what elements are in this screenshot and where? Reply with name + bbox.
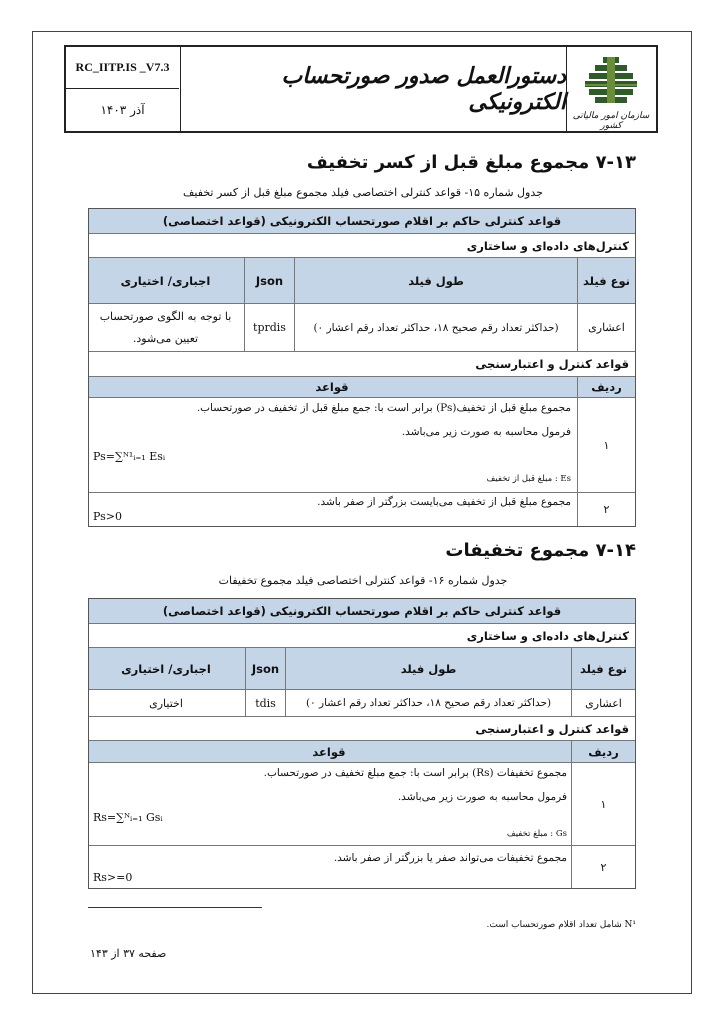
- table-caption-2: جدول شماره ۱۶- قواعد کنترلی اختصاصی فیلد مجموع تخفیفات: [218, 574, 508, 587]
- org-logo-box: [566, 47, 656, 131]
- table-title-row: [89, 599, 635, 624]
- document-header: [64, 45, 658, 133]
- rule-text: فرمول محاسبه به صورت زیر می‌باشد.: [397, 791, 567, 803]
- org-logo-icon: [581, 55, 641, 115]
- field-header-row: [89, 258, 635, 304]
- rule-note: Es : مبلغ قبل از تخفیف: [486, 474, 571, 484]
- rule-text: مجموع تخفیفات (Rs) برابر است با: جمع مبلغ تخفیف در صورتحساب.: [263, 767, 567, 779]
- rule-body: [87, 763, 571, 845]
- field-value-row: [89, 304, 635, 352]
- field-value-row: [89, 690, 635, 717]
- rule-text: مجموع مبلغ قبل از تخفیف(Ps) برابر است با: جمع مبلغ قبل از تخفیف در صورتحساب.: [196, 402, 571, 414]
- rules-title: قواعد کنترل و اعتبارسنجی: [475, 721, 629, 736]
- header-row-no: ردیف: [577, 377, 635, 397]
- rule-row-1: [89, 398, 635, 493]
- field-header-row: [89, 648, 635, 690]
- header-mandatory: اجباری/ اختیاری: [120, 273, 211, 288]
- table-caption-1: جدول شماره ۱۵- قواعد کنترلی اختصاصی فیلد مجموع مبلغ قبل از کسر تخفیف: [183, 186, 543, 199]
- rule-formula: Ps=∑ᴺ¹ᵢ₌₁ Esᵢ: [93, 450, 166, 463]
- table-title: قواعد کنترلی حاکم بر اقلام صورتحساب الکترونیکی (قواعد اختصاصی): [162, 214, 562, 228]
- data-controls-row: [89, 234, 635, 258]
- value-field-type: اعشاری: [571, 690, 635, 716]
- section-title-1: ۷-۱۳ مجموع مبلغ قبل از کسر تخفیف: [306, 152, 636, 173]
- rule-body: [87, 493, 577, 526]
- footnote: N¹ شامل تعداد اقلام صورتحساب است.: [486, 920, 636, 930]
- rules-title-row: [89, 352, 635, 377]
- rule-row-2: [89, 493, 635, 526]
- rule-number: ۱: [577, 398, 635, 492]
- rules-header-row: [89, 741, 635, 763]
- rule-text: مجموع تخفیفات می‌تواند صفر یا بزرگتر از صفر باشد.: [333, 852, 567, 864]
- data-controls-row: [89, 624, 635, 648]
- rule-row-1: [89, 763, 635, 846]
- rules-table-2: [88, 598, 636, 889]
- doc-date: آذر ۱۴۰۳: [100, 103, 145, 117]
- header-json: Json: [245, 648, 285, 689]
- rule-formula: Rs>=0: [93, 871, 133, 884]
- rule-body: [87, 846, 571, 888]
- table-title-row: [89, 209, 635, 234]
- data-controls-title: کنترل‌های داده‌ای و ساختاری: [466, 238, 629, 253]
- rule-formula: Ps>0: [93, 510, 122, 523]
- rule-row-2: [89, 846, 635, 888]
- section-title-2: ۷-۱۴ مجموع تخفیفات: [445, 540, 636, 561]
- table-title: قواعد کنترلی حاکم بر اقلام صورتحساب الکترونیکی (قواعد اختصاصی): [162, 604, 562, 618]
- header-field-length: طول فیلد: [285, 648, 571, 689]
- value-json: tdis: [245, 690, 285, 716]
- value-mandatory: اختیاری: [149, 696, 183, 710]
- rules-header-row: [89, 377, 635, 398]
- value-mandatory: با توجه به الگوی صورتحساب تعیین می‌شود.: [99, 309, 232, 345]
- header-json: Json: [244, 258, 294, 303]
- rule-note: Gs : مبلغ تخفیف: [506, 829, 567, 839]
- header-rules: قواعد: [312, 744, 346, 759]
- rules-table-1: [88, 208, 636, 527]
- header-field-length: طول فیلد: [294, 258, 577, 303]
- rules-title: قواعد کنترل و اعتبارسنجی: [475, 357, 629, 371]
- header-field-type: نوع فیلد: [577, 258, 635, 303]
- rule-text: مجموع مبلغ قبل از تخفیف می‌بایست بزرگتر از صفر باشد.: [317, 496, 571, 508]
- rule-text: فرمول محاسبه به صورت زیر می‌باشد.: [401, 426, 571, 438]
- rule-number: ۱: [571, 763, 635, 845]
- rules-title-row: [89, 717, 635, 741]
- data-controls-title: کنترل‌های داده‌ای و ساختاری: [466, 628, 629, 643]
- value-field-type: اعشاری: [577, 304, 635, 351]
- header-field-type: نوع فیلد: [571, 648, 635, 689]
- page-number: صفحه ۳۷ از ۱۴۳: [90, 947, 167, 960]
- value-field-length: (حداکثر تعداد رقم صحیح ۱۸، حداکثر تعداد رقم اعشار ۰): [294, 304, 577, 351]
- value-field-length: (حداکثر تعداد رقم صحیح ۱۸، حداکثر تعداد رقم اعشار ۰): [285, 690, 571, 716]
- org-name: سازمان امور مالیاتی کشور: [572, 111, 650, 131]
- rule-formula: Rs=∑ᴺᵢ₌₁ Gsᵢ: [93, 811, 163, 824]
- footnote-divider: [88, 907, 262, 908]
- rule-number: ۲: [571, 846, 635, 888]
- header-meta: [66, 47, 181, 131]
- doc-title: دستورالعمل صدور صورتحساب الکترونیکی: [281, 63, 566, 115]
- header-row-no: ردیف: [571, 741, 635, 762]
- value-json: tprdis: [244, 304, 294, 351]
- doc-code: RC_IITP.IS _V7.3: [66, 47, 179, 89]
- rule-body: [87, 398, 577, 492]
- header-mandatory: اجباری/ اختیاری: [121, 661, 211, 676]
- header-rules: قواعد: [315, 380, 349, 394]
- rule-number: ۲: [577, 493, 635, 526]
